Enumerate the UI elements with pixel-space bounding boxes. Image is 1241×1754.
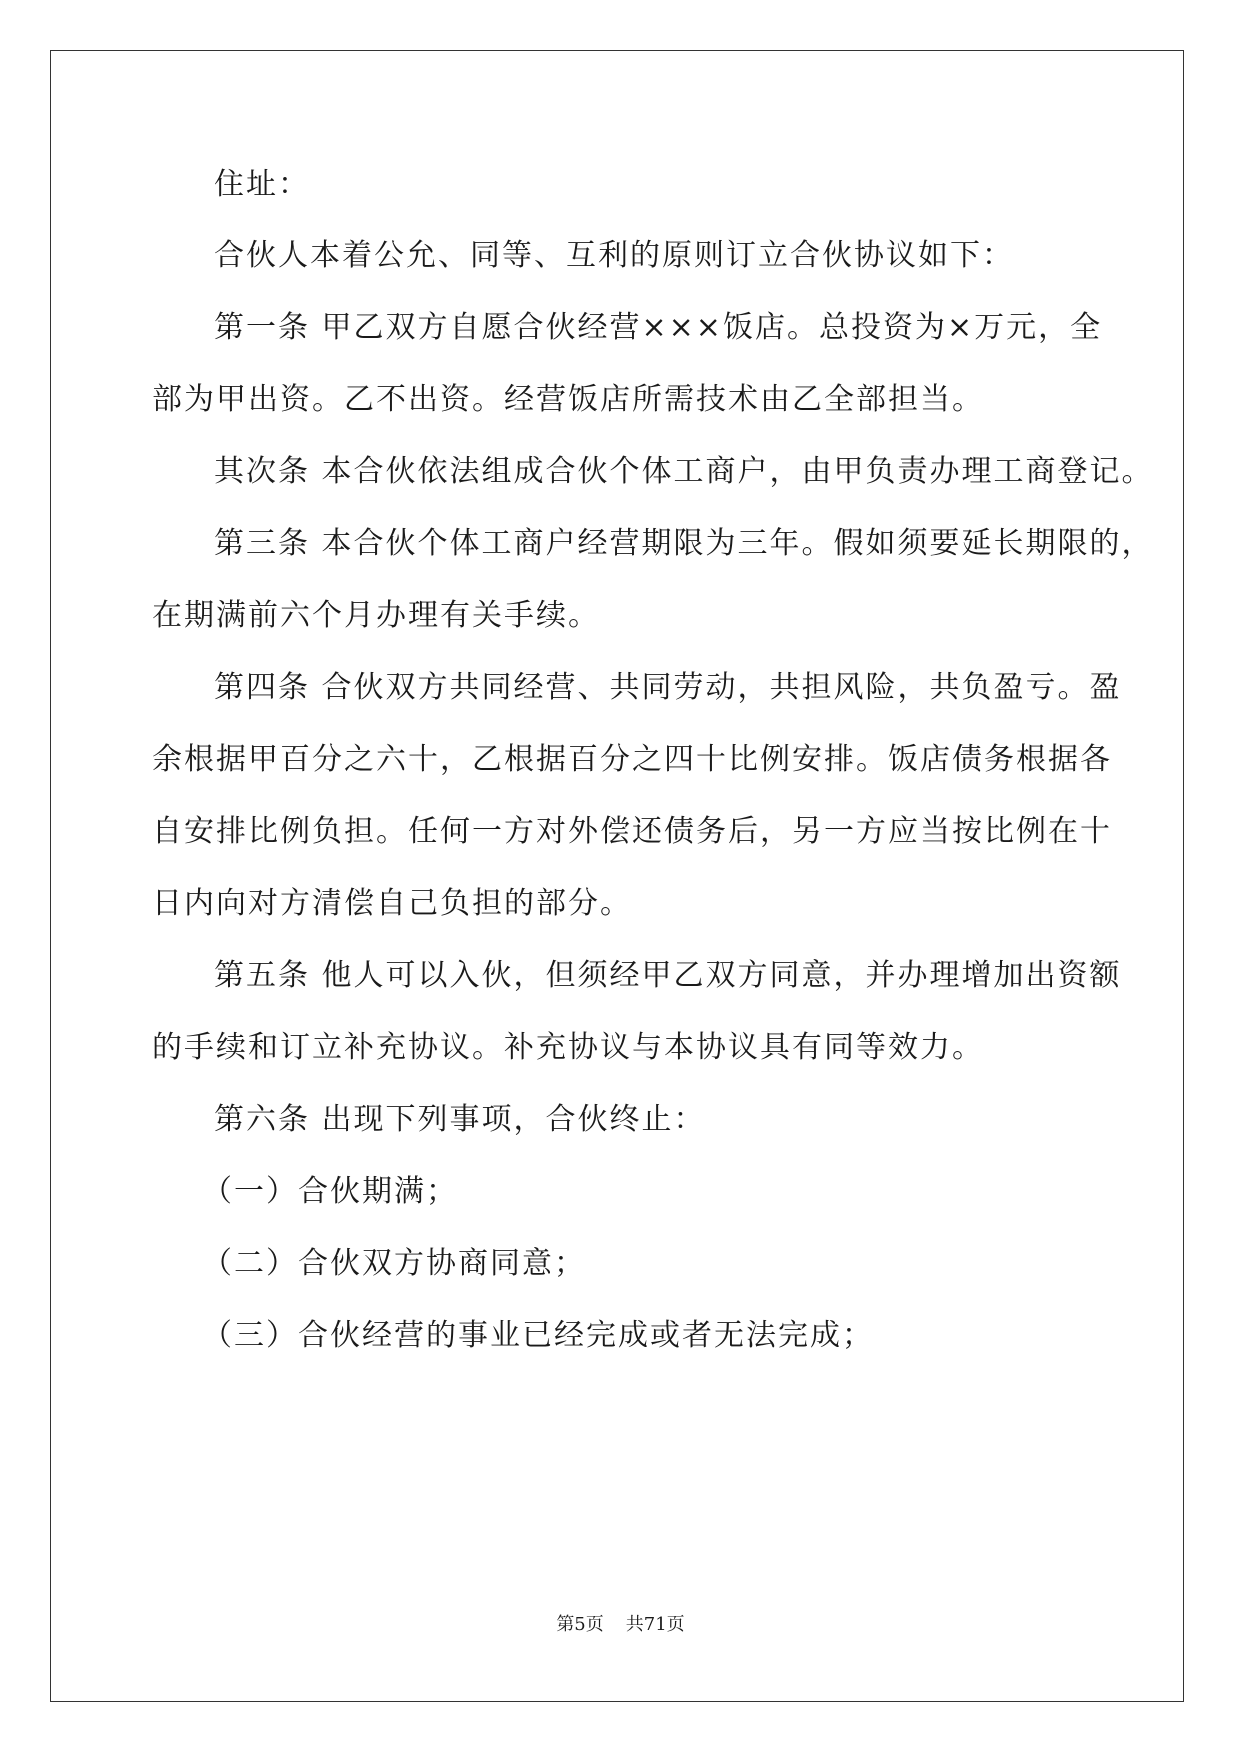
page-number: 第5页 [556,1614,604,1635]
paragraph-line: 在期满前六个月办理有关手续。 [152,598,600,633]
paragraph-line: 余根据甲百分之六十，乙根据百分之四十比例安排。饭店债务根据各 [152,742,1112,777]
page-total: 共71页 [625,1614,685,1635]
paragraph-line: 住址： [214,167,310,202]
paragraph-line: 第六条 出现下列事项，合伙终止： [214,1102,706,1137]
paragraph-line: 的手续和订立补充协议。补充协议与本协议具有同等效力。 [152,1030,984,1065]
list-item: （一）合伙期满； [202,1174,458,1209]
paragraph-line: 其次条 本合伙依法组成合伙个体工商户，由甲负责办理工商登记。 [214,454,1154,489]
paragraph-line: 合伙人本着公允、同等、互利的原则订立合伙协议如下： [214,238,1014,273]
paragraph-line: 部为甲出资。乙不出资。经营饭店所需技术由乙全部担当。 [152,382,984,417]
page-border [50,50,1184,1702]
page-footer [0,1613,1241,1637]
paragraph-line: 第一条 甲乙双方自愿合伙经营×××饭店。总投资为×万元，全 [214,310,1103,345]
paragraph-line: 日内向对方清偿自己负担的部分。 [152,886,632,921]
list-item: （三）合伙经营的事业已经完成或者无法完成； [202,1318,874,1353]
paragraph-line: 自安排比例负担。任何一方对外偿还债务后，另一方应当按比例在十 [152,814,1112,849]
paragraph-line: 第三条 本合伙个体工商户经营期限为三年。假如须要延长期限的， [214,526,1154,561]
paragraph-line: 第四条 合伙双方共同经营、共同劳动，共担风险，共负盈亏。盈 [214,670,1122,705]
paragraph-line: 第五条 他人可以入伙，但须经甲乙双方同意，并办理增加出资额 [214,958,1122,993]
list-item: （二）合伙双方协商同意； [202,1246,586,1281]
